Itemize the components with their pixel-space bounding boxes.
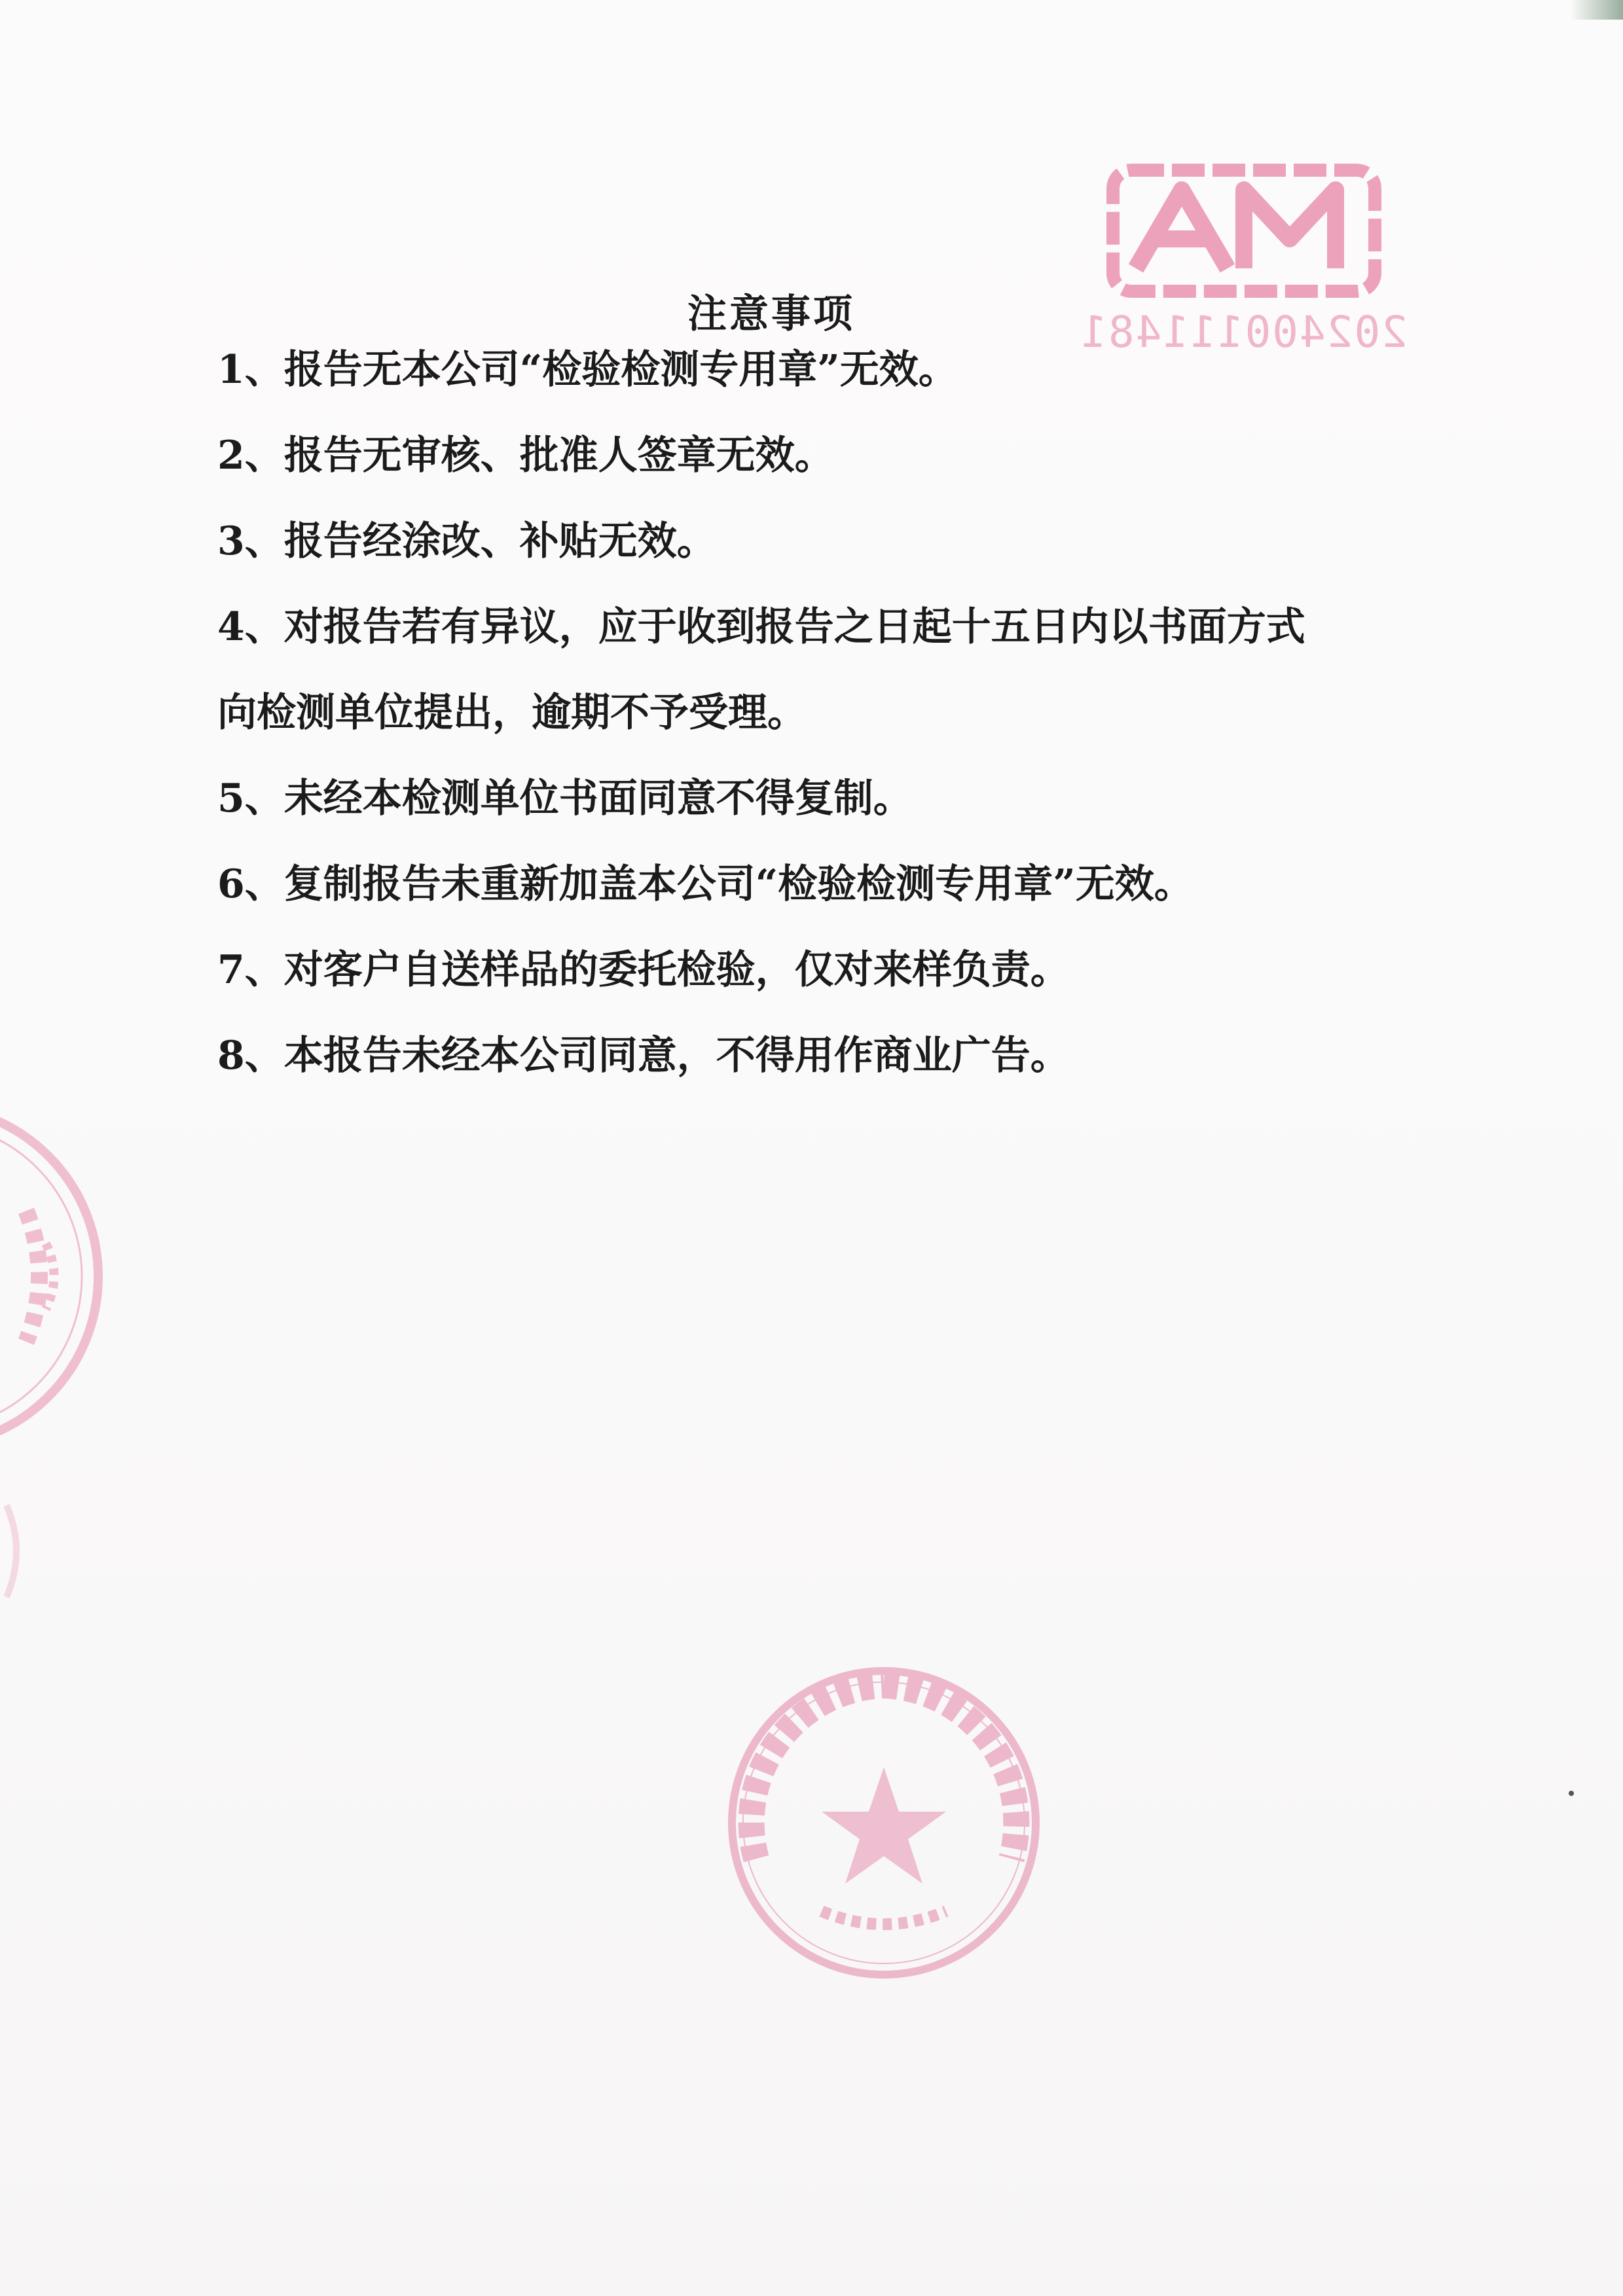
notice-item: 3、报告经涂改、补贴无效。 <box>217 518 716 564</box>
partial-official-seal <box>0 1113 118 1440</box>
cma-stamp-number: 202400111481 <box>1080 307 1408 357</box>
page-edge-mark <box>1570 0 1623 20</box>
page-title: 注意事项 <box>687 291 855 338</box>
notice-item: 8、本报告未经本公司同意，不得用作商业广告。 <box>217 1033 1070 1079</box>
official-seal <box>723 1662 1044 1983</box>
notice-item: 5、未经本检测单位书面同意不得复制。 <box>217 776 913 821</box>
seal-star-icon <box>822 1767 946 1884</box>
edge-smudge <box>0 1492 39 1610</box>
notice-item: 2、报告无审核、批准人签章无效。 <box>217 433 834 478</box>
notice-item-continuation: 向检测单位提出，逾期不予受理。 <box>217 690 807 736</box>
notice-item: 7、对客户自送样品的委托检验，仅对来样负责。 <box>217 947 1070 993</box>
speck <box>1569 1791 1574 1796</box>
cma-stamp <box>1074 157 1414 373</box>
notice-item: 1、报告无本公司“检验检测专用章”无效。 <box>217 347 958 393</box>
notice-list <box>217 344 1461 1115</box>
notice-item: 6、复制报告未重新加盖本公司“检验检测专用章”无效。 <box>217 861 1194 907</box>
notice-item: 4、对报告若有异议，应于收到报告之日起十五日内以书面方式 <box>217 604 1305 650</box>
